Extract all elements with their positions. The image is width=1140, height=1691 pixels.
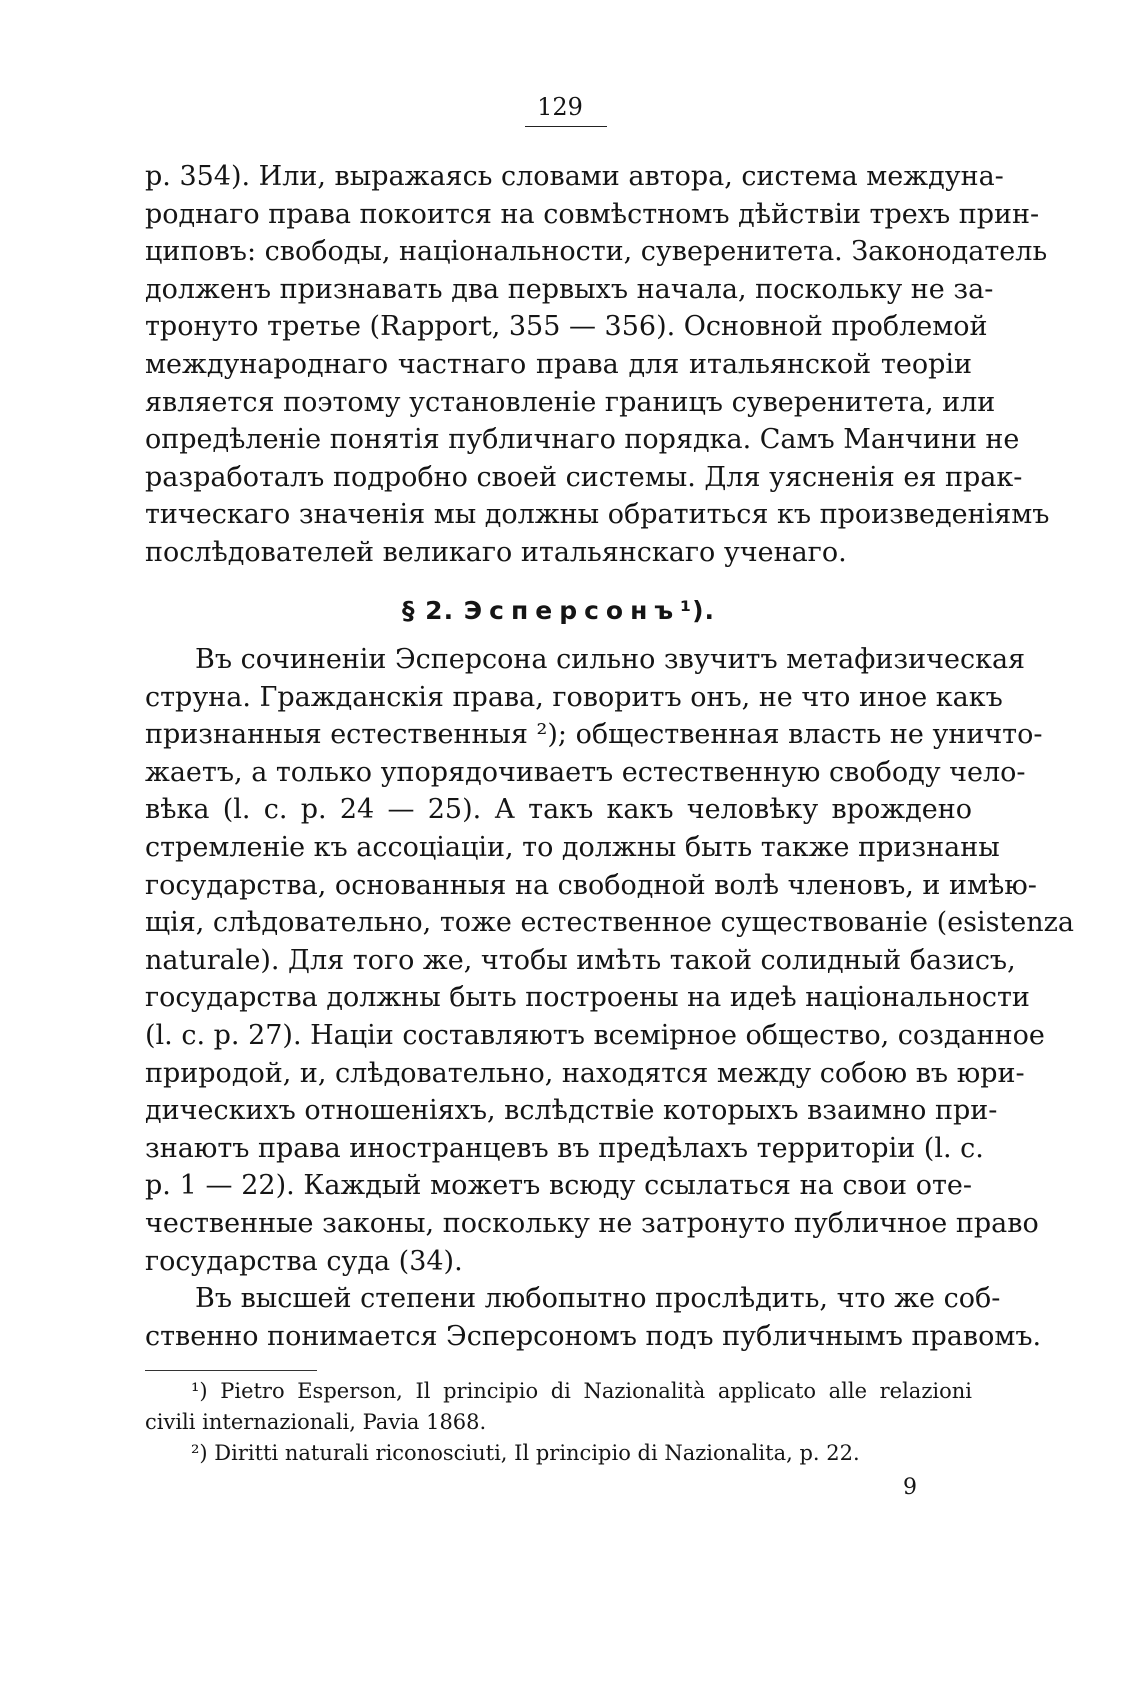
- text-line: государства должны быть построены на идеѣ національности: [145, 982, 1030, 1014]
- section-footnote-ref: ¹).: [680, 596, 716, 625]
- text-line: признанныя естественныя ²); общественная власть не уничто-: [145, 719, 1043, 751]
- signature-mark: 9: [903, 1475, 917, 1500]
- text-line: тронуто третье (Rapport, 355 — 356). Основной проблемой: [145, 311, 988, 343]
- footnote-divider: [145, 1370, 317, 1371]
- text-line: p. 1 — 22). Каждый можетъ всюду ссылаться на свои оте-: [145, 1170, 972, 1202]
- footnote-line: ¹) Pietro Esperson, Il principio di Nazionalità applicato alle relazioni: [191, 1379, 972, 1403]
- paragraph-1: [145, 158, 1050, 572]
- text-line: naturale). Для того же, чтобы имѣть такой солидный базисъ,: [145, 944, 1016, 976]
- text-line: циповъ: свободы, національности, суверенитета. Законодатель: [145, 236, 1048, 268]
- text-line: государства суда (34).: [145, 1245, 463, 1277]
- text-line: вѣка (l. c. p. 24 — 25). А такъ какъ человѣку врождено: [145, 794, 972, 826]
- text-line: природой, и, слѣдовательно, находятся между собою въ юри-: [145, 1057, 1025, 1089]
- page-number-rule: [525, 126, 607, 127]
- text-line: чественные законы, поскольку не затронуто публичное право: [145, 1207, 1039, 1239]
- text-line: опредѣленіе понятія публичнаго порядка. Самъ Манчини не: [145, 424, 1020, 456]
- text-line: является поэтому установленіе границъ суверенитета, или: [145, 386, 996, 418]
- text-line: долженъ признавать два первыхъ начала, поскольку не за-: [145, 273, 994, 305]
- text-line: р. 354). Или, выражаясь словами автора, система междуна-: [145, 161, 1004, 192]
- text-line: щія, слѣдовательно, тоже естественное существованіе (esistenza: [145, 907, 1074, 939]
- section-title: Эсперсонъ: [463, 596, 681, 625]
- text-line: (l. c. p. 27). Націи составляютъ всемірное общество, созданное: [145, 1019, 1045, 1051]
- section-heading: [145, 592, 972, 630]
- footnotes: [145, 1376, 972, 1469]
- page-number: 129: [537, 93, 583, 121]
- text-line: государства, основанныя на свободной волѣ членовъ, и имѣю-: [145, 869, 1037, 901]
- paragraph-3: [145, 1280, 1042, 1355]
- text-line: международнаго частнаго права для итальянской теоріи: [145, 348, 972, 380]
- text-line: разработалъ подробно своей системы. Для уясненія ея прак-: [145, 461, 1023, 493]
- footnote-line: civili internazionali, Pavia 1868.: [145, 1410, 487, 1434]
- section-number: § 2.: [401, 596, 455, 625]
- footnote-line: ²) Diritti naturali riconosciuti, Il principio di Nazionalita, p. 22.: [191, 1441, 860, 1465]
- text-line: послѣдователей великаго итальянскаго ученаго.: [145, 536, 847, 568]
- text-line: Въ сочиненіи Эсперсона сильно звучитъ метафизическая: [195, 644, 1026, 675]
- text-line: тическаго значенія мы должны обратиться къ произведеніямъ: [145, 499, 1050, 531]
- text-line: струна. Гражданскія права, говоритъ онъ, не что иное какъ: [145, 681, 1003, 713]
- paragraph-2: [145, 641, 1074, 1280]
- text-line: ственно понимается Эсперсономъ подъ публичнымъ правомъ.: [145, 1320, 1042, 1352]
- text-line: стремленіе къ ассоціаціи, то должны быть также признаны: [145, 831, 1000, 863]
- text-line: дическихъ отношеніяхъ, вслѣдствіе которыхъ взаимно при-: [145, 1095, 998, 1127]
- text-line: знаютъ права иностранцевъ въ предѣлахъ территоріи (l. c.: [145, 1132, 984, 1164]
- text-line: роднаго права покоится на совмѣстномъ дѣйствіи трехъ прин-: [145, 198, 1040, 230]
- text-line: жаетъ, а только упорядочиваетъ естественную свободу чело-: [145, 756, 1026, 788]
- text-line: Въ высшей степени любопытно прослѣдить, что же соб-: [195, 1283, 1001, 1314]
